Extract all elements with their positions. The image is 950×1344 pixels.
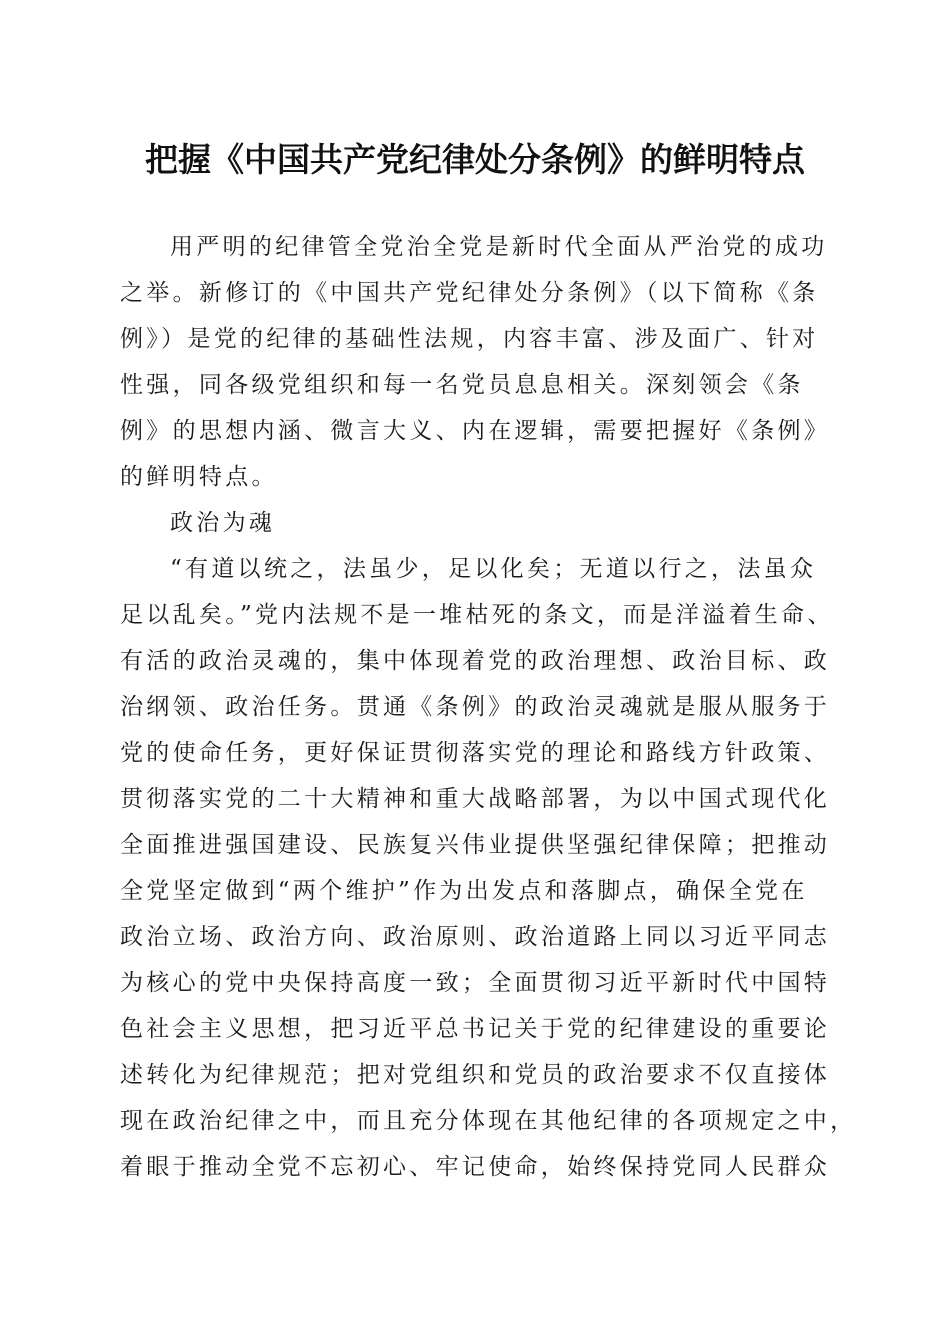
intro-line: 例》的思想内涵、微言大义、内在逻辑，需要把握好《条例》 <box>120 418 831 444</box>
intro-line: 性强，同各级党组织和每一名党员息息相关。深刻领会《条 <box>120 372 804 398</box>
section-line: 有活的政治灵魂的，集中体现着党的政治理想、政治目标、政 <box>120 648 831 674</box>
section-line: 色社会主义思想，把习近平总书记关于党的纪律建设的重要论 <box>120 1016 831 1042</box>
section-heading: 政治为魂 <box>170 510 276 536</box>
section-line: 现在政治纪律之中，而且充分体现在其他纪律的各项规定之中， <box>120 1108 857 1134</box>
section-line: 政治立场、政治方向、政治原则、政治道路上同以习近平同志 <box>120 924 831 950</box>
section-line: 全面推进强国建设、民族复兴伟业提供坚强纪律保障；把推动 <box>120 832 831 858</box>
section-line: 足以乱矣。”党内法规不是一堆枯死的条文，而是洋溢着生命、 <box>120 602 834 628</box>
intro-line: 用严明的纪律管全党治全党是新时代全面从严治党的成功 <box>170 234 828 260</box>
section-line: 贯彻落实党的二十大精神和重大战略部署，为以中国式现代化 <box>120 786 831 812</box>
section-line: 为核心的党中央保持高度一致；全面贯彻习近平新时代中国特 <box>120 970 831 996</box>
document-title: 把握《中国共产党纪律处分条例》的鲜明特点 <box>145 140 805 179</box>
intro-line: 之举。新修订的《中国共产党纪律处分条例》（以下简称《条 <box>120 280 819 306</box>
intro-line: 的鲜明特点。 <box>120 464 278 490</box>
section-line: 全党坚定做到“两个维护”作为出发点和落脚点，确保全党在 <box>120 878 808 904</box>
section-line: 着眼于推动全党不忘初心、牢记使命，始终保持党同人民群众 <box>120 1154 831 1180</box>
section-line: 党的使命任务，更好保证贯彻落实党的理论和路线方针政策、 <box>120 740 831 766</box>
section-line: 治纲领、政治任务。贯通《条例》的政治灵魂就是服从服务于 <box>120 694 831 720</box>
section-line: 述转化为纪律规范；把对党组织和党员的政治要求不仅直接体 <box>120 1062 831 1088</box>
intro-line: 例》）是党的纪律的基础性法规，内容丰富、涉及面广、针对 <box>120 326 819 352</box>
section-line: “有道以统之，法虽少，足以化矣；无道以行之，法虽众 <box>170 556 817 582</box>
document-body <box>120 224 857 1190</box>
